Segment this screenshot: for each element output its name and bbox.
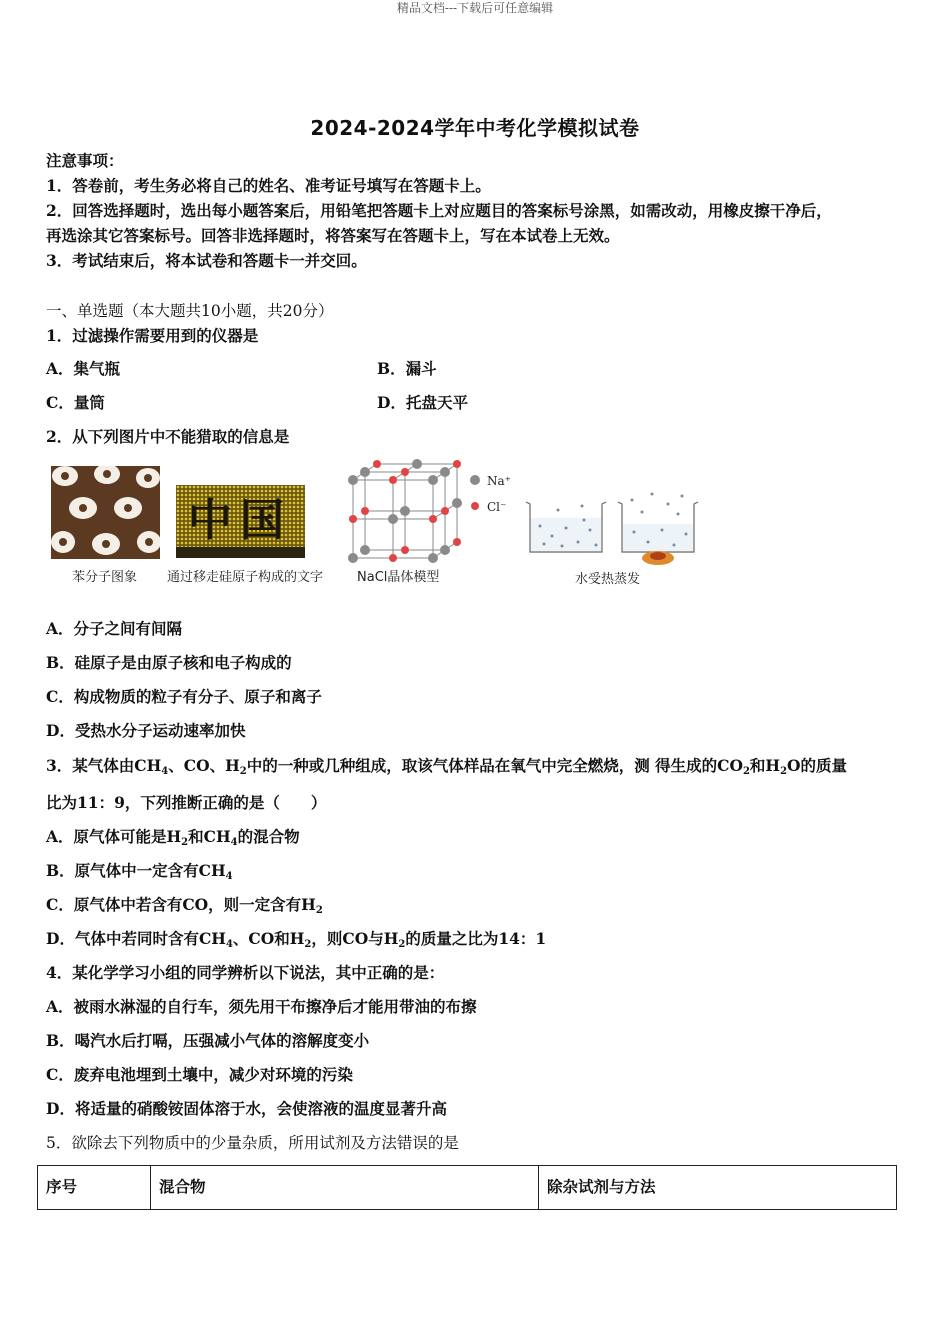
q4-option-c: C．废弃电池埋到土壤中，减少对环境的污染 — [46, 1065, 353, 1084]
q2-option-b: B．硅原子是由原子核和电子构成的 — [46, 653, 292, 672]
table-header-method: 除杂试剂与方法 — [539, 1166, 897, 1210]
nacl-crystal-image — [345, 458, 515, 566]
legend-cl: Cl⁻ — [487, 500, 507, 514]
q5-stem: 5．欲除去下列物质中的少量杂质，所用试剂及方法错误的是 — [46, 1134, 459, 1152]
q1-option-d: D．托盘天平 — [377, 393, 468, 412]
q3-option-c: C．原气体中若含有CO，则一定含有$H_2$ — [46, 895, 323, 916]
benzene-molecule-image — [51, 466, 160, 559]
q4-option-d: D．将适量的硝酸铵固体溶于水，会使溶液的温度显著升高 — [46, 1099, 447, 1118]
q1-option-c: C．量筒 — [46, 393, 105, 412]
caption-water: 水受热蒸发 — [575, 572, 641, 587]
caption-silicon: 通过移走硅原子构成的文字 — [167, 570, 324, 585]
page-header-note: 精品文档---下载后可任意编辑 — [396, 1, 554, 15]
q3-option-a: A．原气体可能是$H_2$和$CH_4$的混合物 — [46, 827, 300, 848]
table-header-mixture: 混合物 — [151, 1166, 539, 1210]
water-evaporation-image — [522, 490, 712, 565]
cl-ion-legend-icon — [471, 502, 479, 510]
table-header-row — [38, 1166, 897, 1210]
section-heading: 一、单选题（本大题共10小题，共20分） — [46, 302, 334, 320]
q4-option-b: B．喝汽水后打嗝，压强减小气体的溶解度变小 — [46, 1031, 370, 1050]
na-ion-legend-icon — [470, 475, 480, 485]
legend-na: Na⁺ — [487, 474, 511, 488]
q3-option-b: B．原气体中一定含有$CH_4$ — [46, 861, 233, 882]
caption-nacl: NaCl晶体模型 — [357, 570, 440, 585]
q3-option-d: D．气体中若同时含有$CH_4$、CO和$H_2$，则CO与$H_2$的质量之比为14：1 — [46, 929, 547, 950]
q2-option-c: C．构成物质的粒子有分子、原子和离子 — [46, 687, 322, 706]
notice-item-2-cont: 再选涂其它答案标号。回答非选择题时，将答案写在答题卡上，写在本试卷上无效。 — [46, 226, 620, 245]
q2-stem: 2．从下列图片中不能猎取的信息是 — [46, 427, 290, 446]
notice-heading: 注意事项： — [46, 151, 124, 170]
q5-table — [37, 1165, 897, 1210]
silicon-text: 中国 — [188, 495, 292, 546]
caption-benzene: 苯分子图象 — [72, 570, 138, 585]
q2-option-d: D．受热水分子运动速率加快 — [46, 721, 246, 740]
q2-option-a: A．分子之间有间隔 — [46, 619, 183, 638]
q3-stem-line2: 比为11：9，下列推断正确的是（ ） — [46, 793, 327, 812]
table-header-index: 序号 — [38, 1166, 151, 1210]
q4-stem: 4．某化学学习小组的同学辨析以下说法，其中正确的是： — [46, 963, 445, 982]
q1-stem: 1．过滤操作需要用到的仪器是 — [46, 326, 259, 345]
q3-stem: 3．某气体由$CH_4$、CO、$H_2$中的一种或几种组成，取该气体样品在氧气中完全燃烧，测 得生成的$CO_2$和$H_2O$的质量 — [46, 756, 848, 777]
q4-option-a: A．被雨水淋湿的自行车，须先用干布擦净后才能用带油的布擦 — [46, 997, 477, 1016]
notice-item-1: 1．答卷前，考生务必将自己的姓名、准考证号填写在答题卡上。 — [46, 176, 491, 195]
silicon-atoms-text-image — [176, 485, 305, 558]
q1-option-a: A．集气瓶 — [46, 359, 121, 378]
notice-item-2: 2．回答选择题时，选出每小题答案后，用铅笔把答题卡上对应题目的答案标号涂黑，如需改动，用橡皮擦干净后， — [46, 201, 832, 220]
notice-item-3: 3．考试结束后，将本试卷和答题卡一并交回。 — [46, 251, 367, 270]
page-title: 2024-2024学年中考化学模拟试卷 — [310, 116, 640, 140]
q1-option-b: B．漏斗 — [377, 359, 437, 378]
